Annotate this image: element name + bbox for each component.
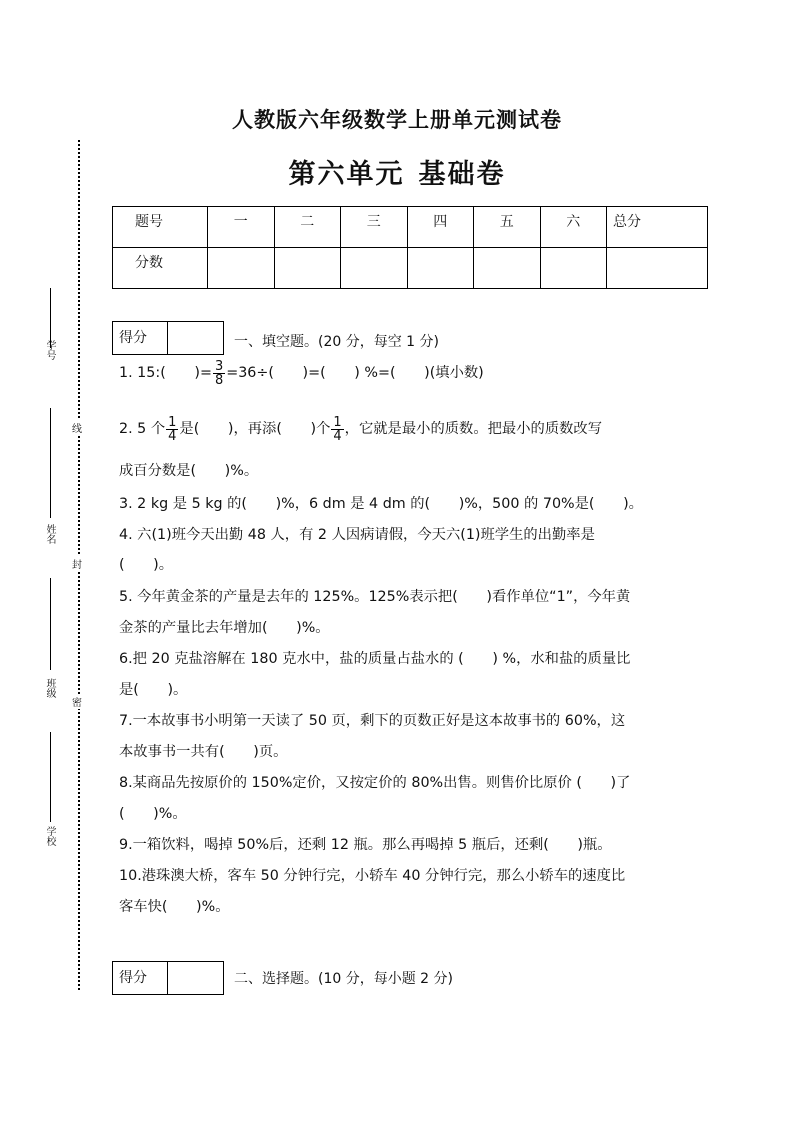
q2-text-c: ，它就是最小的质数。把最小的质数改写: [344, 421, 603, 437]
score-row-label: 分数: [113, 248, 208, 289]
q2-numerator-1: 1: [168, 414, 177, 430]
page-subtitle: [0, 152, 794, 191]
q1-text-b: =36÷( )=( ) %=( )(填小数): [226, 365, 484, 381]
score-table-score-row: [113, 248, 708, 289]
q2-fraction-1: [166, 416, 178, 443]
score-cell-5[interactable]: [474, 248, 541, 289]
q2-text-b: 是( )，再添( )个: [179, 421, 331, 437]
header-cell-6: 六: [540, 207, 607, 248]
question-4-line-1: 4. 六(1)班今天出勤 48 人，有 2 人因病请假，今天六(1)班学生的出勤率是: [119, 527, 595, 543]
q2-numerator-2: 1: [333, 414, 342, 430]
q2-denominator-1: 4: [168, 428, 177, 444]
question-5-line-2: 金茶的产量比去年增加( )%。: [119, 620, 330, 636]
header-cell-total: 总分: [607, 207, 708, 248]
student-id-label: 学号: [44, 340, 55, 360]
question-3: 3. 2 kg 是 5 kg 的( )%，6 dm 是 4 dm 的( )%，500 的 70%是( )。: [119, 496, 643, 512]
question-8-line-2: ( )%。: [119, 806, 187, 822]
seal-char-line: 线: [72, 420, 82, 435]
question-2: [119, 414, 689, 445]
question-10-line-2: 客车快( )%。: [119, 899, 230, 915]
question-7-line-1: 7.一本故事书小明第一天读了 50 页，剩下的页数正好是这本故事书的 60%，这: [119, 713, 626, 729]
name-line: [50, 408, 51, 518]
section2-score-label: 得分: [113, 962, 168, 994]
subtitle-unit: 第六单元: [288, 159, 405, 190]
question-9: 9.一箱饮料，喝掉 50%后，还剩 12 瓶。那么再喝掉 5 瓶后，还剩( )瓶。: [119, 837, 612, 853]
school-label: 学校: [44, 826, 55, 846]
q1-numerator: 3: [214, 358, 224, 374]
section1-score-label: 得分: [113, 322, 168, 354]
header-cell-4: 四: [407, 207, 474, 248]
section2-title: 二、选择题。(10 分，每小题 2 分): [234, 971, 453, 987]
seal-char-seal: 封: [72, 556, 82, 571]
section1-title: 一、填空题。(20 分，每空 1 分): [234, 334, 439, 350]
name-label: 姓名: [44, 524, 55, 544]
class-label: 班级: [44, 678, 55, 698]
header-cell-question-no: 题号: [113, 207, 208, 248]
school-line: [50, 732, 51, 822]
header-cell-2: 二: [274, 207, 341, 248]
q1-denominator: 8: [214, 372, 224, 388]
score-cell-3[interactable]: [341, 248, 408, 289]
question-6-line-2: 是( )。: [119, 682, 188, 698]
subtitle-level: 基础卷: [418, 159, 506, 190]
question-5-line-1: 5. 今年黄金茶的产量是去年的 125%。125%表示把( )看作单位“1”，今年黄: [119, 589, 631, 605]
section1-score-box: [112, 321, 224, 355]
header-cell-3: 三: [341, 207, 408, 248]
score-table: [112, 206, 708, 289]
section1-score-field[interactable]: [168, 322, 223, 354]
score-cell-6[interactable]: [540, 248, 607, 289]
question-6-line-1: 6.把 20 克盐溶解在 180 克水中，盐的质量占盐水的 ( ) %，水和盐的质量比: [119, 651, 631, 667]
score-table-header-row: [113, 207, 708, 248]
score-cell-2[interactable]: [274, 248, 341, 289]
q1-text-a: 1. 15:( )=: [119, 365, 212, 381]
header-cell-5: 五: [474, 207, 541, 248]
score-cell-1[interactable]: [208, 248, 275, 289]
question-8-line-1: 8.某商品先按原价的 150%定价，又按定价的 80%出售。则售价比原价 ( )了: [119, 775, 631, 791]
q2-text-a: 2. 5 个: [119, 421, 166, 437]
header-cell-1: 一: [208, 207, 275, 248]
question-1: [119, 358, 689, 389]
score-cell-total[interactable]: [607, 248, 708, 289]
student-id-line: [50, 288, 51, 348]
question-10-line-1: 10.港珠澳大桥，客车 50 分钟行完，小轿车 40 分钟行完，那么小轿车的速度比: [119, 868, 626, 884]
q1-fraction: [213, 360, 225, 387]
q2-denominator-2: 4: [333, 428, 342, 444]
section2-score-box: [112, 961, 224, 995]
q2-fraction-2: [331, 416, 343, 443]
score-cell-4[interactable]: [407, 248, 474, 289]
seal-char-secret: 密: [72, 694, 82, 709]
question-4-line-2: ( )。: [119, 557, 174, 573]
class-line: [50, 578, 51, 670]
question-7-line-2: 本故事书一共有( )页。: [119, 744, 288, 760]
section2-score-field[interactable]: [168, 962, 223, 994]
question-2-line-2: 成百分数是( )%。: [119, 463, 259, 479]
page-title: 人教版六年级数学上册单元测试卷: [232, 107, 562, 132]
